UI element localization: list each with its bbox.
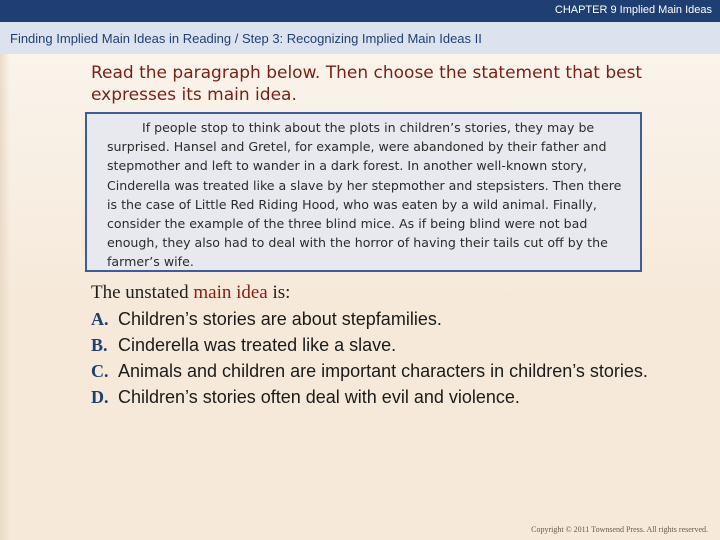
breadcrumb: Finding Implied Main Ideas in Reading / Step 3: Recognizing Implied Main Ideas II [10,31,482,46]
prompt-start: The unstated [91,282,194,303]
option-text: Children’s stories often deal with evil and violence. [118,387,520,407]
option-text: Animals and children are important characters in children’s stories. [118,361,648,381]
question-block [91,280,691,410]
option-b[interactable] [91,332,691,358]
instructions-text: Read the paragraph below. Then choose the statement that best expresses its main idea. [91,63,643,105]
option-text: Cinderella was treated like a slave. [118,335,397,355]
option-letter: C. [91,361,109,381]
passage-box [85,112,642,272]
chapter-header-bar [0,0,720,22]
option-c[interactable] [91,358,691,384]
option-d[interactable] [91,384,691,410]
option-letter: B. [91,335,108,355]
option-letter: D. [91,387,109,407]
copyright-footer: Copyright © 2011 Townsend Press. All rights reserved. [531,525,708,534]
prompt-end: is: [267,282,291,303]
passage-text: If people stop to think about the plots in children’s stories, they may be surprised. Hansel and Gretel, for example, were abandoned by their father and stepmother and left to wander in a dark forest. In another well-known story, Cinderella was treated like a slave by her stepmother and stepsisters. Then there is the case of Little Red Riding Hood, who was eaten by a wild animal. Finally, consider the example of the three blind mice. As if being blind were not bad enough, they also had to deal with the horror of having their tails cut off by the farmer’s wife. [107,120,622,270]
option-letter: A. [91,309,109,329]
option-a[interactable] [91,306,691,332]
option-text: Children’s stories are about stepfamilies. [118,309,442,329]
question-prompt [91,280,691,306]
breadcrumb-bar [0,22,720,54]
chapter-title: CHAPTER 9 Implied Main Ideas [554,4,712,16]
left-decorative-strip [0,54,10,540]
prompt-highlight: main idea [193,282,268,303]
